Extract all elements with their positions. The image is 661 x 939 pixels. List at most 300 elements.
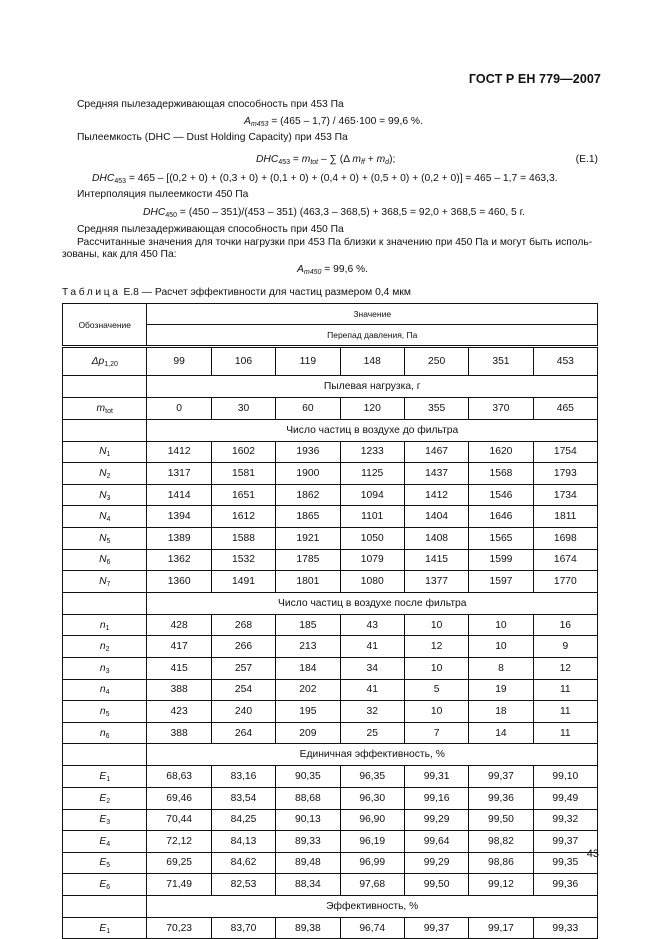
value-cell: 428: [147, 614, 211, 636]
value-cell: 99,50: [404, 874, 468, 896]
value-cell: 19: [469, 679, 533, 701]
section-heading: Число частиц в воздухе после фильтра: [147, 592, 598, 614]
value-cell: 14: [469, 722, 533, 744]
table-caption-text: Е.8 — Расчет эффективности для частиц размером 0,4 мкм: [120, 287, 411, 298]
designation-subscript: 6: [106, 559, 111, 567]
empty-cell: [63, 419, 147, 441]
value-cell: 250: [404, 347, 468, 376]
value-cell: 9: [533, 636, 597, 658]
value-cell: 99,35: [533, 852, 597, 874]
value-cell: 1754: [533, 441, 597, 463]
value-cell: 1050: [340, 527, 404, 549]
row-designation: [63, 441, 147, 463]
formula-symbol: m: [301, 154, 311, 165]
value-cell: 1620: [469, 441, 533, 463]
designation-symbol: N: [99, 532, 107, 544]
designation-subscript: tot: [105, 407, 113, 415]
value-cell: 1900: [276, 463, 340, 485]
designation-symbol: n: [99, 641, 106, 653]
value-cell: 96,35: [340, 766, 404, 788]
designation-subscript: 5: [106, 862, 111, 870]
value-cell: 1801: [276, 571, 340, 593]
value-cell: 1597: [469, 571, 533, 593]
value-cell: 99,29: [404, 852, 468, 874]
value-cell: 7: [404, 722, 468, 744]
value-cell: 98,86: [469, 852, 533, 874]
value-cell: 69,46: [147, 787, 211, 809]
value-cell: 90,13: [276, 809, 340, 831]
value-cell: 465: [533, 398, 597, 420]
value-cell: 99,64: [404, 831, 468, 853]
document-code: ГОСТ Р ЕН 779—2007: [468, 72, 601, 86]
value-cell: 89,33: [276, 831, 340, 853]
value-cell: 1389: [147, 527, 211, 549]
value-cell: 99,36: [533, 874, 597, 896]
value-cell: 1936: [276, 441, 340, 463]
value-cell: 70,44: [147, 809, 211, 831]
table-row: [63, 506, 598, 528]
value-cell: 1770: [533, 571, 597, 593]
row-designation: [63, 549, 147, 571]
column-header-designation: Обозначение: [63, 304, 147, 347]
value-cell: 99,29: [404, 809, 468, 831]
table-caption: [62, 287, 411, 298]
value-cell: 1404: [404, 506, 468, 528]
value-cell: 98,82: [469, 831, 533, 853]
value-cell: 99,16: [404, 787, 468, 809]
value-cell: 99,37: [404, 917, 468, 939]
designation-symbol: n: [99, 662, 106, 674]
table-row: [63, 701, 598, 723]
designation-subscript: 3: [106, 819, 111, 827]
row-designation: [63, 614, 147, 636]
formula-operator: – ∑ (Δ: [318, 154, 353, 165]
value-cell: 1415: [404, 549, 468, 571]
value-cell: 415: [147, 657, 211, 679]
section-row: [63, 376, 598, 398]
row-designation: [63, 506, 147, 528]
designation-symbol: N: [99, 489, 107, 501]
value-cell: 209: [276, 722, 340, 744]
formula-arrestance-453: [244, 116, 423, 127]
value-cell: 89,48: [276, 852, 340, 874]
value-cell: 0: [147, 398, 211, 420]
value-cell: 1408: [404, 527, 468, 549]
table-row: [63, 549, 598, 571]
formula-symbol: A: [244, 116, 251, 127]
value-cell: 11: [533, 679, 597, 701]
row-designation: [63, 679, 147, 701]
value-cell: 71,49: [147, 874, 211, 896]
section-row: [63, 419, 598, 441]
row-designation: [63, 657, 147, 679]
value-cell: 119: [276, 347, 340, 376]
section-heading: Эффективность, %: [147, 895, 598, 917]
paragraph-avg-arrestance-450: Средняя пылезадерживающая способность при 450 Па: [77, 224, 344, 235]
formula-expression: = 99,6 %.: [321, 264, 369, 275]
value-cell: 148: [340, 347, 404, 376]
row-designation: [63, 463, 147, 485]
formula-subscript: m453: [250, 121, 269, 128]
formula-symbol: DHC: [92, 173, 115, 184]
designation-symbol: E: [99, 922, 107, 934]
value-cell: 97,68: [340, 874, 404, 896]
empty-cell: [63, 895, 147, 917]
value-cell: 1377: [404, 571, 468, 593]
designation-subscript: 1: [106, 451, 111, 459]
value-cell: 1317: [147, 463, 211, 485]
table-row: [63, 831, 598, 853]
value-cell: 388: [147, 722, 211, 744]
value-cell: 83,70: [211, 917, 275, 939]
table-row: [63, 398, 598, 420]
designation-symbol: N: [99, 446, 107, 458]
value-cell: 1811: [533, 506, 597, 528]
value-cell: 11: [533, 701, 597, 723]
value-cell: 1734: [533, 484, 597, 506]
value-cell: 18: [469, 701, 533, 723]
value-cell: 106: [211, 347, 275, 376]
table-row: [63, 722, 598, 744]
value-cell: 257: [211, 657, 275, 679]
value-cell: 1233: [340, 441, 404, 463]
value-cell: 1125: [340, 463, 404, 485]
value-cell: 12: [533, 657, 597, 679]
formula-symbol: DHC: [256, 154, 279, 165]
value-cell: 1546: [469, 484, 533, 506]
value-cell: 1612: [211, 506, 275, 528]
formula-subscript: m450: [303, 269, 322, 276]
value-cell: 1674: [533, 549, 597, 571]
designation-subscript: 1: [105, 624, 110, 632]
section-heading: Пылевая нагрузка, г: [147, 376, 598, 398]
value-cell: 1080: [340, 571, 404, 593]
row-designation: [63, 722, 147, 744]
row-designation: [63, 571, 147, 593]
value-cell: 388: [147, 679, 211, 701]
table-row: [63, 441, 598, 463]
efficiency-table: [62, 303, 598, 939]
value-cell: 96,90: [340, 809, 404, 831]
value-cell: 1491: [211, 571, 275, 593]
value-cell: 268: [211, 614, 275, 636]
value-cell: 89,38: [276, 917, 340, 939]
value-cell: 264: [211, 722, 275, 744]
value-cell: 453: [533, 347, 597, 376]
value-cell: 84,13: [211, 831, 275, 853]
value-cell: 84,25: [211, 809, 275, 831]
formula-dhc-453-calc: [92, 173, 558, 184]
value-cell: 96,74: [340, 917, 404, 939]
designation-subscript: 2: [105, 646, 110, 654]
formula-operator: =: [290, 154, 302, 165]
formula-expression: = 465 – [(0,2 + 0) + (0,3 + 0) + (0,1 + 0) + (0,4 + 0) + (0,5 + 0) + (0,2 + 0)] = 465 – 1,7 = 463,3.: [126, 173, 558, 184]
designation-subscript: 6: [106, 884, 111, 892]
paragraph-calculated-values-1: Рассчитанные значения для точки нагрузки при 453 Па близки к значению при 450 Па и могут быть исполь-: [77, 237, 593, 248]
value-cell: 82,53: [211, 874, 275, 896]
value-cell: 254: [211, 679, 275, 701]
designation-symbol: N: [99, 554, 107, 566]
value-cell: 25: [340, 722, 404, 744]
value-cell: 1793: [533, 463, 597, 485]
value-cell: 351: [469, 347, 533, 376]
value-cell: 1101: [340, 506, 404, 528]
value-cell: 195: [276, 701, 340, 723]
row-designation: [63, 701, 147, 723]
section-row: [63, 592, 598, 614]
section-heading: Единичная эффективность, %: [147, 744, 598, 766]
formula-subscript: d: [385, 159, 390, 166]
designation-symbol: Δp: [91, 356, 105, 367]
empty-cell: [63, 376, 147, 398]
page-number: 43: [586, 848, 599, 860]
value-cell: 1412: [404, 484, 468, 506]
table-row: [63, 571, 598, 593]
paragraph-interpolation: Интерполяция пылеемкости 450 Па: [77, 189, 249, 200]
value-cell: 185: [276, 614, 340, 636]
formula-symbol: m: [376, 154, 386, 165]
table-header-row: [63, 304, 598, 325]
formula-subscript: 453: [278, 159, 290, 166]
table-row: [63, 852, 598, 874]
value-cell: 30: [211, 398, 275, 420]
designation-symbol: E: [99, 771, 107, 783]
table-row: [63, 657, 598, 679]
value-cell: 34: [340, 657, 404, 679]
row-designation: [63, 874, 147, 896]
value-cell: 1362: [147, 549, 211, 571]
value-cell: 1862: [276, 484, 340, 506]
value-cell: 1581: [211, 463, 275, 485]
value-cell: 99,33: [533, 917, 597, 939]
value-cell: 41: [340, 636, 404, 658]
designation-subscript: 1,20: [104, 361, 118, 368]
value-cell: 1599: [469, 549, 533, 571]
value-cell: 16: [533, 614, 597, 636]
value-cell: 213: [276, 636, 340, 658]
designation-symbol: E: [99, 879, 107, 891]
table-row: [63, 527, 598, 549]
value-cell: 240: [211, 701, 275, 723]
empty-cell: [63, 744, 147, 766]
value-cell: 1921: [276, 527, 340, 549]
row-designation: [63, 398, 147, 420]
value-cell: 88,34: [276, 874, 340, 896]
section-row: [63, 744, 598, 766]
designation-subscript: 4: [106, 840, 111, 848]
value-cell: 69,25: [147, 852, 211, 874]
value-cell: 10: [469, 614, 533, 636]
value-cell: 1437: [404, 463, 468, 485]
value-cell: 99,10: [533, 766, 597, 788]
value-cell: 68,63: [147, 766, 211, 788]
formula-subscript: 453: [114, 178, 126, 185]
value-cell: 370: [469, 398, 533, 420]
value-cell: 99,37: [469, 766, 533, 788]
formula-symbol: m: [352, 154, 361, 165]
table-row: [63, 636, 598, 658]
column-header-pressure-drop: Перепад давления, Па: [147, 325, 598, 347]
formula-subscript: 450: [165, 212, 177, 219]
value-cell: 99,32: [533, 809, 597, 831]
formula-symbol: A: [297, 264, 304, 275]
value-cell: 83,54: [211, 787, 275, 809]
row-designation: [63, 852, 147, 874]
value-cell: 1785: [276, 549, 340, 571]
value-cell: 99,31: [404, 766, 468, 788]
value-cell: 10: [404, 657, 468, 679]
designation-subscript: 3: [106, 494, 111, 502]
value-cell: 70,23: [147, 917, 211, 939]
designation-symbol: E: [99, 835, 107, 847]
value-cell: 99,49: [533, 787, 597, 809]
formula-subscript: tot: [310, 159, 319, 166]
formula-expression: = (450 – 351)/(453 – 351) (463,3 – 368,5) + 368,5 = 92,0 + 368,5 = 460, 5 г.: [177, 207, 525, 218]
table-row: [63, 874, 598, 896]
formula-subscript: ff: [360, 159, 365, 166]
value-cell: 8: [469, 657, 533, 679]
designation-symbol: E: [99, 814, 107, 826]
value-cell: 266: [211, 636, 275, 658]
value-cell: 83,16: [211, 766, 275, 788]
value-cell: 43: [340, 614, 404, 636]
value-cell: 90,35: [276, 766, 340, 788]
value-cell: 355: [404, 398, 468, 420]
value-cell: 423: [147, 701, 211, 723]
value-cell: 1602: [211, 441, 275, 463]
designation-subscript: 4: [106, 516, 111, 524]
designation-subscript: 3: [105, 667, 110, 675]
value-cell: 1565: [469, 527, 533, 549]
designation-symbol: n: [99, 684, 106, 696]
table-row: [63, 614, 598, 636]
value-cell: 99,17: [469, 917, 533, 939]
paragraph-calculated-values-2: зованы, как для 450 Па:: [62, 249, 177, 260]
table-row: [63, 347, 598, 376]
value-cell: 88,68: [276, 787, 340, 809]
row-designation: [63, 484, 147, 506]
formula-arrestance-450: [297, 264, 368, 275]
value-cell: 1588: [211, 527, 275, 549]
value-cell: 1412: [147, 441, 211, 463]
designation-symbol: N: [99, 511, 107, 523]
value-cell: 1698: [533, 527, 597, 549]
value-cell: 12: [404, 636, 468, 658]
designation-subscript: 5: [106, 537, 111, 545]
value-cell: 1414: [147, 484, 211, 506]
designation-subscript: 2: [106, 797, 111, 805]
designation-subscript: 1: [106, 927, 111, 935]
value-cell: 32: [340, 701, 404, 723]
value-cell: 84,62: [211, 852, 275, 874]
value-cell: 99,50: [469, 809, 533, 831]
row-designation: [63, 766, 147, 788]
value-cell: 10: [404, 701, 468, 723]
empty-cell: [63, 592, 147, 614]
designation-subscript: 4: [105, 689, 110, 697]
value-cell: 120: [340, 398, 404, 420]
value-cell: 1094: [340, 484, 404, 506]
paragraph-avg-arrestance-453: Средняя пылезадерживающая способность при 453 Па: [77, 99, 344, 110]
row-designation: [63, 809, 147, 831]
paragraph-dhc-453: Пылеемкость (DHC — Dust Holding Capacity) при 453 Па: [77, 132, 348, 143]
designation-symbol: n: [99, 705, 106, 717]
value-cell: 417: [147, 636, 211, 658]
value-cell: 10: [469, 636, 533, 658]
equation-number: (E.1): [575, 154, 598, 165]
designation-symbol: m: [96, 402, 106, 414]
formula-operator: +: [364, 154, 377, 165]
designation-subscript: 7: [106, 580, 111, 588]
formula-dhc-450-calc: [143, 207, 525, 218]
value-cell: 11: [533, 722, 597, 744]
value-cell: 99,36: [469, 787, 533, 809]
value-cell: 1532: [211, 549, 275, 571]
value-cell: 41: [340, 679, 404, 701]
row-designation: [63, 636, 147, 658]
section-heading: Число частиц в воздухе до фильтра: [147, 419, 598, 441]
value-cell: 96,30: [340, 787, 404, 809]
value-cell: 1079: [340, 549, 404, 571]
value-cell: 1467: [404, 441, 468, 463]
row-designation: [63, 831, 147, 853]
value-cell: 96,19: [340, 831, 404, 853]
row-designation: [63, 347, 147, 376]
value-cell: 1646: [469, 506, 533, 528]
value-cell: 1568: [469, 463, 533, 485]
column-header-value: Значение: [147, 304, 598, 325]
row-designation: [63, 787, 147, 809]
value-cell: 99: [147, 347, 211, 376]
designation-symbol: N: [99, 575, 107, 587]
formula-symbol: DHC: [143, 207, 166, 218]
value-cell: 96,99: [340, 852, 404, 874]
value-cell: 10: [404, 614, 468, 636]
value-cell: 72,12: [147, 831, 211, 853]
value-cell: 5: [404, 679, 468, 701]
section-row: [63, 895, 598, 917]
table-row: [63, 679, 598, 701]
value-cell: 1394: [147, 506, 211, 528]
value-cell: 1360: [147, 571, 211, 593]
table-row: [63, 484, 598, 506]
formula-operator: );: [389, 154, 396, 165]
row-designation: [63, 527, 147, 549]
formula-expression: = (465 – 1,7) / 465·100 = 99,6 %.: [268, 116, 423, 127]
table-row: [63, 809, 598, 831]
value-cell: 99,37: [533, 831, 597, 853]
designation-subscript: 1: [106, 776, 111, 784]
value-cell: 1865: [276, 506, 340, 528]
designation-symbol: E: [99, 792, 107, 804]
table-row: [63, 766, 598, 788]
value-cell: 184: [276, 657, 340, 679]
designation-symbol: E: [99, 857, 107, 869]
value-cell: 60: [276, 398, 340, 420]
designation-symbol: n: [99, 727, 106, 739]
designation-subscript: 2: [106, 472, 111, 480]
designation-symbol: n: [99, 619, 106, 631]
designation-subscript: 5: [105, 710, 110, 718]
designation-subscript: 6: [105, 732, 110, 740]
table-caption-label: Таблица: [62, 287, 121, 298]
value-cell: 202: [276, 679, 340, 701]
value-cell: 1651: [211, 484, 275, 506]
table-row: [63, 463, 598, 485]
table-row: [63, 787, 598, 809]
designation-symbol: N: [99, 467, 107, 479]
value-cell: 99,12: [469, 874, 533, 896]
